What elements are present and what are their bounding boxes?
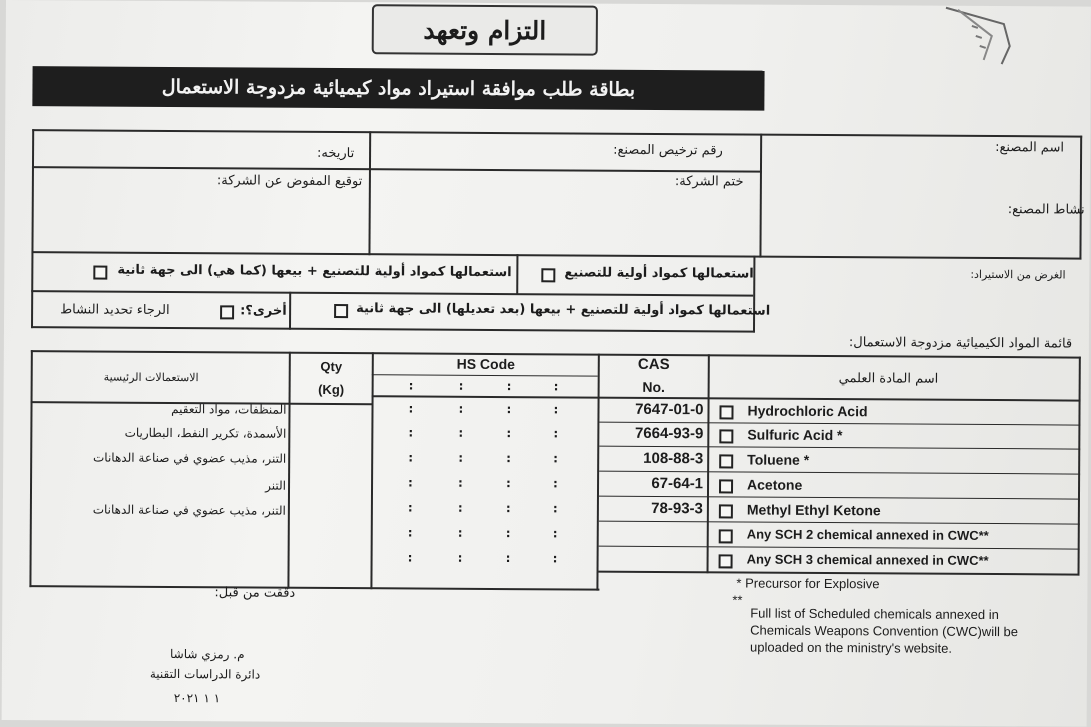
header-qty: Qty (320, 358, 343, 375)
hs-code-separator: : (505, 501, 511, 516)
purpose-option-other-checkbox[interactable] (220, 305, 234, 319)
purpose-label: الغرض من الاستيراد: (970, 267, 1066, 282)
hs-code-separator: : (408, 475, 413, 490)
hs-code-separator: : (553, 426, 559, 441)
chemical-uses: الأسمدة، تكرير النفط، البطاريات (124, 425, 287, 441)
chemical-name: Hydrochloric Acid (747, 402, 868, 420)
hs-code-separator: : (407, 550, 413, 565)
hs-code-separator: : (553, 379, 559, 394)
hs-code-separator: : (407, 525, 413, 540)
license-number-label: رقم ترخيص المصنع: (613, 142, 723, 159)
chemical-uses: التنر، مذيب عضوي في صناعة الدهانات (92, 502, 286, 518)
header-cas-no: No. (642, 378, 665, 396)
chemical-name: Toluene * (747, 451, 810, 468)
header-hs-code: HS Code (456, 355, 516, 373)
date-label: تاريخه: (317, 145, 355, 162)
purpose-option-2-checkbox[interactable] (93, 266, 107, 280)
hs-code-separator: : (553, 402, 559, 417)
chemical-checkbox[interactable] (719, 554, 733, 568)
form-banner: بطاقة طلب موافقة استيراد مواد كيميائية مزدوجة الاستعمال (32, 66, 764, 110)
chemical-checkbox[interactable] (719, 529, 733, 543)
hs-code-separator: : (505, 526, 511, 541)
factory-name-label: اسم المصنع: (995, 140, 1065, 156)
hs-code-separator: : (553, 451, 559, 466)
purpose-option-2: استعمالها كمواد أولية للتصنيع + بيعها (كما هي) الى جهة ثانية (117, 262, 512, 281)
purpose-other-note: الرجاء تحديد النشاط (60, 302, 170, 319)
verified-by-label: دققت من قبل: (214, 585, 296, 601)
hs-code-separator: : (408, 425, 414, 440)
purpose-option-1: استعمالها كمواد أولية للتصنيع (564, 265, 754, 282)
hs-code-separator: : (505, 551, 511, 566)
header-cas: CAS (637, 355, 670, 374)
chemical-checkbox[interactable] (719, 504, 733, 518)
hs-code-separator: : (458, 401, 464, 416)
authorized-signature-label: توقيع المفوض عن الشركة: (216, 173, 363, 190)
document-title: التزام وتعهد (372, 4, 598, 55)
chemical-name: Any SCH 3 chemical annexed in CWC** (746, 551, 989, 569)
purpose-option-3-checkbox[interactable] (334, 304, 348, 318)
header-qty-unit: (Kg) (318, 381, 345, 398)
signature-date: ١ ١ ٢٠٢١ (173, 691, 221, 706)
hs-code-separator: : (506, 402, 512, 417)
hs-code-separator: : (408, 378, 414, 393)
signer-name: م. رمزي شاشا (169, 647, 245, 662)
hs-code-separator: : (457, 525, 463, 540)
chemical-cas-number: 78-93-3 (651, 499, 703, 518)
hs-code-separator: : (457, 550, 463, 565)
form-paper (2, 0, 1091, 727)
header-uses: الاستعمالات الرئيسية (103, 370, 199, 385)
chemical-checkbox[interactable] (719, 454, 733, 468)
chemical-checkbox[interactable] (719, 405, 733, 419)
chemical-cas-number (603, 550, 703, 551)
hs-code-separator: : (408, 450, 414, 465)
chemicals-list-title: قائمة المواد الكيميائية مزدوجة الاستعمال: (848, 335, 1073, 352)
hs-code-separator: : (408, 401, 414, 416)
purpose-option-1-checkbox[interactable] (541, 268, 555, 282)
footnote-cwc: Full list of Scheduled chemicals annexed in Chemicals Weapons Convention (CWC)will be uploaded on the ministry's website. (750, 605, 1019, 656)
chemical-name: Acetone (747, 476, 803, 493)
chemical-name: Any SCH 2 chemical annexed in CWC** (746, 526, 989, 544)
hs-code-separator: : (457, 500, 463, 515)
hs-code-separator: : (552, 526, 558, 541)
hs-code-separator: : (506, 451, 512, 466)
chemical-checkbox[interactable] (719, 479, 733, 493)
hs-code-separator: : (553, 476, 558, 491)
hs-code-separator: : (458, 450, 464, 465)
chemical-uses: المنظفات، مواد التعقيم (171, 402, 287, 417)
footnote-mark: ** (732, 592, 743, 608)
factory-activity-label: نشاط المصنع: (1007, 202, 1085, 218)
chemical-name: Methyl Ethyl Ketone (746, 501, 881, 519)
chemical-uses: التنر، مذيب عضوي في صناعة الدهانات (92, 450, 287, 466)
hs-code-separator: : (552, 501, 558, 516)
footnote-precursor: * Precursor for Explosive (736, 575, 880, 592)
hs-code-separator: : (506, 476, 511, 491)
chemical-cas-number (603, 525, 703, 526)
chemical-cas-number: 108-88-3 (643, 449, 704, 468)
chemical-cas-number: 67-64-1 (651, 474, 704, 493)
purpose-option-other: أخرى؟: (240, 303, 287, 319)
hs-code-separator: : (458, 425, 464, 440)
hs-code-separator: : (458, 378, 464, 393)
hs-code-separator: : (506, 426, 512, 441)
chemical-name: Sulfuric Acid * (747, 426, 843, 444)
hs-code-separator: : (458, 475, 463, 490)
hs-code-separator: : (407, 500, 413, 515)
hs-code-separator: : (506, 379, 512, 394)
purpose-option-3: استعمالها كمواد أولية للتصنيع + بيعها (بعد تعديلها) الى جهة ثانية (356, 301, 771, 319)
hs-code-separator: : (552, 551, 558, 566)
chemical-cas-number: 7647-01-0 (635, 400, 704, 419)
chemical-checkbox[interactable] (719, 429, 733, 443)
emblem-icon (944, 6, 1014, 68)
company-stamp-label: ختم الشركة: (674, 174, 744, 190)
chemical-uses: التنر (265, 478, 287, 493)
chemical-cas-number: 7664-93-9 (634, 424, 704, 443)
header-name: اسم المادة العلمي (838, 371, 939, 387)
signer-department: دائرة الدراسات التقنية (149, 666, 261, 682)
